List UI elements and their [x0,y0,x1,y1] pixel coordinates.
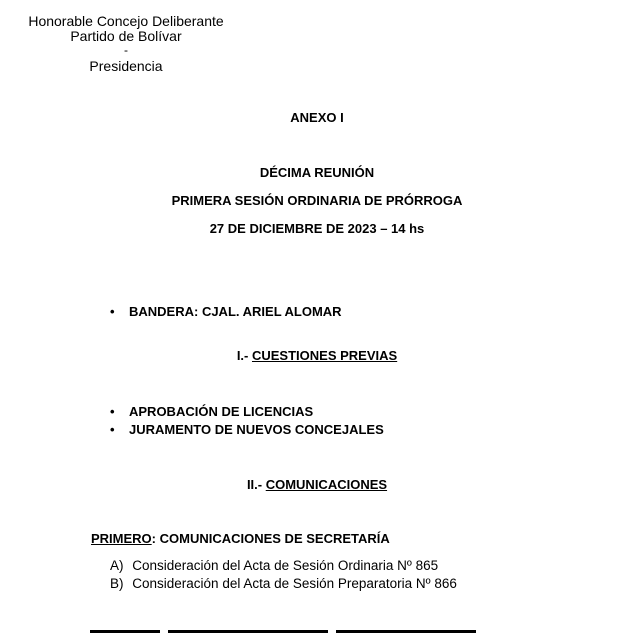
clipped-text-fragment [90,630,480,638]
header-institution: Honorable Concejo Deliberante [28,13,224,29]
item-text: Consideración del Acta de Sesión Preparatoria Nº 866 [132,576,457,591]
session-datetime: 27 DE DICIEMBRE DE 2023 – 14 hs [209,221,425,236]
item-text: Consideración del Acta de Sesión Ordinaria Nº 865 [132,558,439,573]
meeting-title: DÉCIMA REUNIÓN [259,165,375,180]
section-2-title: COMUNICACIONES [265,477,388,492]
header-dash: - [124,43,128,57]
header-office: Presidencia [89,58,163,74]
list-item-text: APROBACIÓN DE LICENCIAS [129,404,314,419]
flag-bullet-text: BANDERA: CJAL. ARIEL ALOMAR [129,304,342,319]
bullet-icon: • [110,304,115,319]
list-item-text: JURAMENTO DE NUEVOS CONCEJALES [129,422,384,437]
annex-title: ANEXO I [290,110,344,125]
flag-bullet-item [110,304,342,319]
session-title: PRIMERA SESIÓN ORDINARIA DE PRÓRROGA [171,193,463,208]
section-1-number: I.- [236,348,252,363]
list-item [110,422,384,437]
item-letter: A) [110,558,124,573]
header-district: Partido de Bolívar [70,28,182,44]
first-label: PRIMERO [91,531,152,546]
section-1-title: CUESTIONES PREVIAS [251,348,398,363]
first-subsection-heading [91,531,390,546]
section-1-heading [0,348,634,363]
item-letter: B) [110,576,124,591]
first-title: : COMUNICACIONES DE SECRETARÍA [151,531,390,546]
bullet-icon: • [110,404,115,419]
section-2-heading [0,477,634,492]
list-item [110,576,457,591]
bullet-icon: • [110,422,115,437]
clipped-bottom-text [90,626,480,638]
list-item [110,404,314,419]
section-2-number: II.- [246,477,266,492]
list-item [110,558,438,573]
